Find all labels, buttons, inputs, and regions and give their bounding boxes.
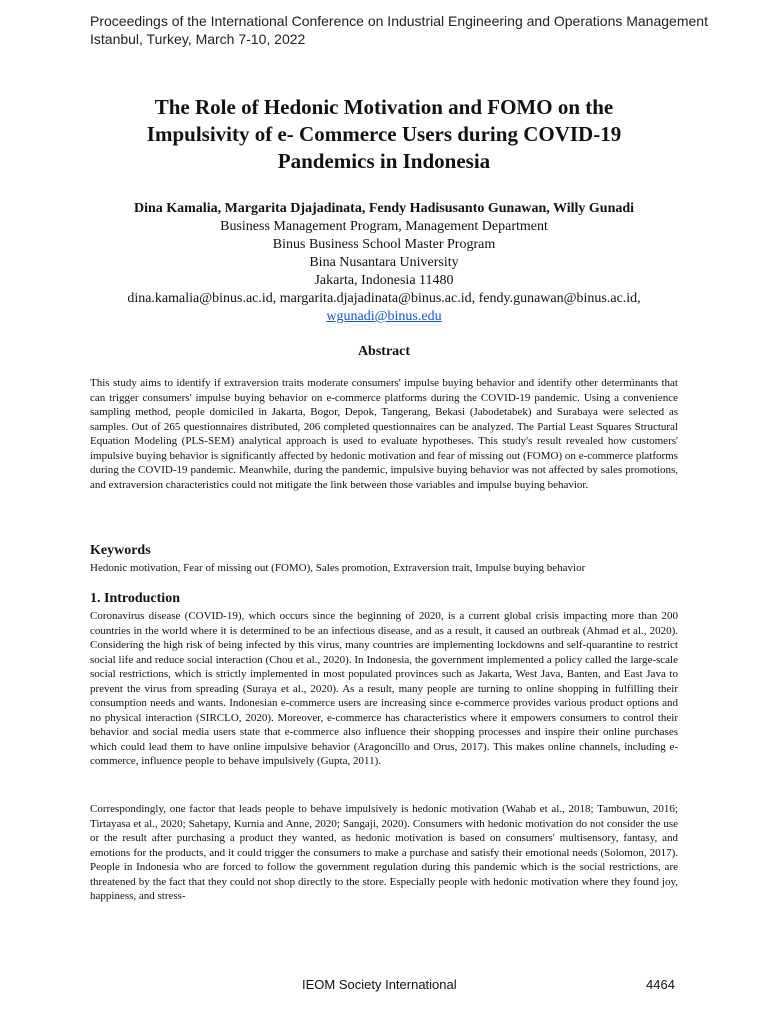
paper-title (60, 94, 708, 175)
conference-location-date: Istanbul, Turkey, March 7-10, 2022 (90, 31, 306, 47)
affiliation-address: Jakarta, Indonesia 11480 (314, 273, 454, 288)
abstract-heading: Abstract (357, 344, 411, 359)
keywords-heading: Keywords (90, 543, 151, 558)
title-line-1: The Role of Hedonic Motivation and FOMO on the (154, 95, 614, 119)
footer-society: IEOM Society International (302, 977, 457, 992)
affiliation-school: Binus Business School Master Program (272, 237, 496, 252)
page-number: 4464 (646, 977, 675, 992)
title-line-2: Impulsivity of e- Commerce Users during COVID-19 (146, 122, 622, 146)
author-names: Dina Kamalia, Margarita Djajadinata, Fendy Hadisusanto Gunawan, Willy Gunadi (133, 201, 635, 216)
conference-header (90, 12, 708, 48)
conference-name: Proceedings of the International Conference on Industrial Engineering and Operations Management (90, 13, 708, 29)
keywords-text: Hedonic motivation, Fear of missing out (FOMO), Sales promotion, Extraversion trait, Impulse buying behavior (90, 562, 586, 574)
introduction-heading: 1. Introduction (90, 591, 180, 606)
introduction-paragraph-2: Correspondingly, one factor that leads people to behave impulsively is hedonic motivation (Wahab et al., 2018; Tambuwun, 2016; Tirtayasa et al., 2020; Sahetapy, Kurnia and Anne, 2020; Sangaji, 2020). Consumers with hedonic motivation do not consider the use or the result after purchasing a product they wanted, as hedonic motivation is based on consumers' multisensory, fantasy, and emotions for the products, and it could trigger the consumers to make a purchase and satisfy their emotional needs (Solomon, 2017). People in Indonesia who are forced to follow the government regulation during this pandemic which is the social restrictions, are threatened by the fact that they could not shop directly to the store. Especially people with hedonic motivation where they found joy, happiness, and stress- (90, 803, 678, 902)
abstract-text: This study aims to identify if extraversion traits moderate consumers' impulse buying behavior and identify other determinants that can trigger consumers' impulse buying behavior on e-commerce platforms during the COVID-19 pandemic. Using a convenience sampling method, people domiciled in Jakarta, Bogor, Depok, Tangerang, Bekasi (Jabodetabek) and Surabaya were selected as samples. Out of 265 questionnaires distributed, 206 completed questionnaires can be analyzed. The Partial Least Squares Structural Equation Modeling (PLS-SEM) analytical approach is used to evaluate hypotheses. This study's result revealed how customers' impulsive buying behavior is significantly affected by hedonic motivation and fear of missing out (FOMO) on e-commerce platforms during the COVID-19 pandemic. Meanwhile, during the pandemic, impulsive buying behavior was not affected by sales promotions, and extraversion characteristics could not mitigate the link between those variables and impulse buying behavior. (90, 377, 678, 491)
author-block (40, 200, 728, 326)
affiliation-program: Business Management Program, Management Department (220, 219, 548, 234)
affiliation-university: Bina Nusantara University (309, 255, 459, 270)
author-emails: dina.kamalia@binus.ac.id, margarita.djajadinata@binus.ac.id, fendy.gunawan@binus.ac.id, (127, 291, 641, 306)
introduction-paragraph-1: Coronavirus disease (COVID-19), which occurs since the beginning of 2020, is a current global crisis impacting more than 200 countries in the world where it is determined to be an infectious disease, and as a result, it caused an outbreak (Ahmad et al., 2020). Considering the high risk of being infected by this virus, many countries are implementing lockdowns and self-quarantine to restrict social life and reduce social interaction (Chou et al., 2020). In Indonesia, the government implemented a policy called the large-scale social restrictions, which is strictly implemented in most populated provinces such as Jakarta, West Java, Banten, and East Java to prevent the virus from spreading (Suraya et al., 2020). As a result, many people are turning to online shopping in fulfilling their consumption needs and wants. Indonesian e-commerce users are increasing since e-commerce provides various product options and no physical interaction (SIRCLO, 2020). Moreover, e-commerce has characteristics where it empowers consumers to control their behavior and social media users state that e-commerce also influence their shopping processes and inspire their online purchases which could lead them to have online impulsive behavior (Aragoncillo and Orus, 2017). This makes online channels, including e-commerce, influence people to behave impulsively (Gupta, 2011). (90, 610, 678, 767)
email-link[interactable]: wgunadi@binus.edu (326, 309, 442, 324)
title-line-3: Pandemics in Indonesia (277, 149, 491, 173)
